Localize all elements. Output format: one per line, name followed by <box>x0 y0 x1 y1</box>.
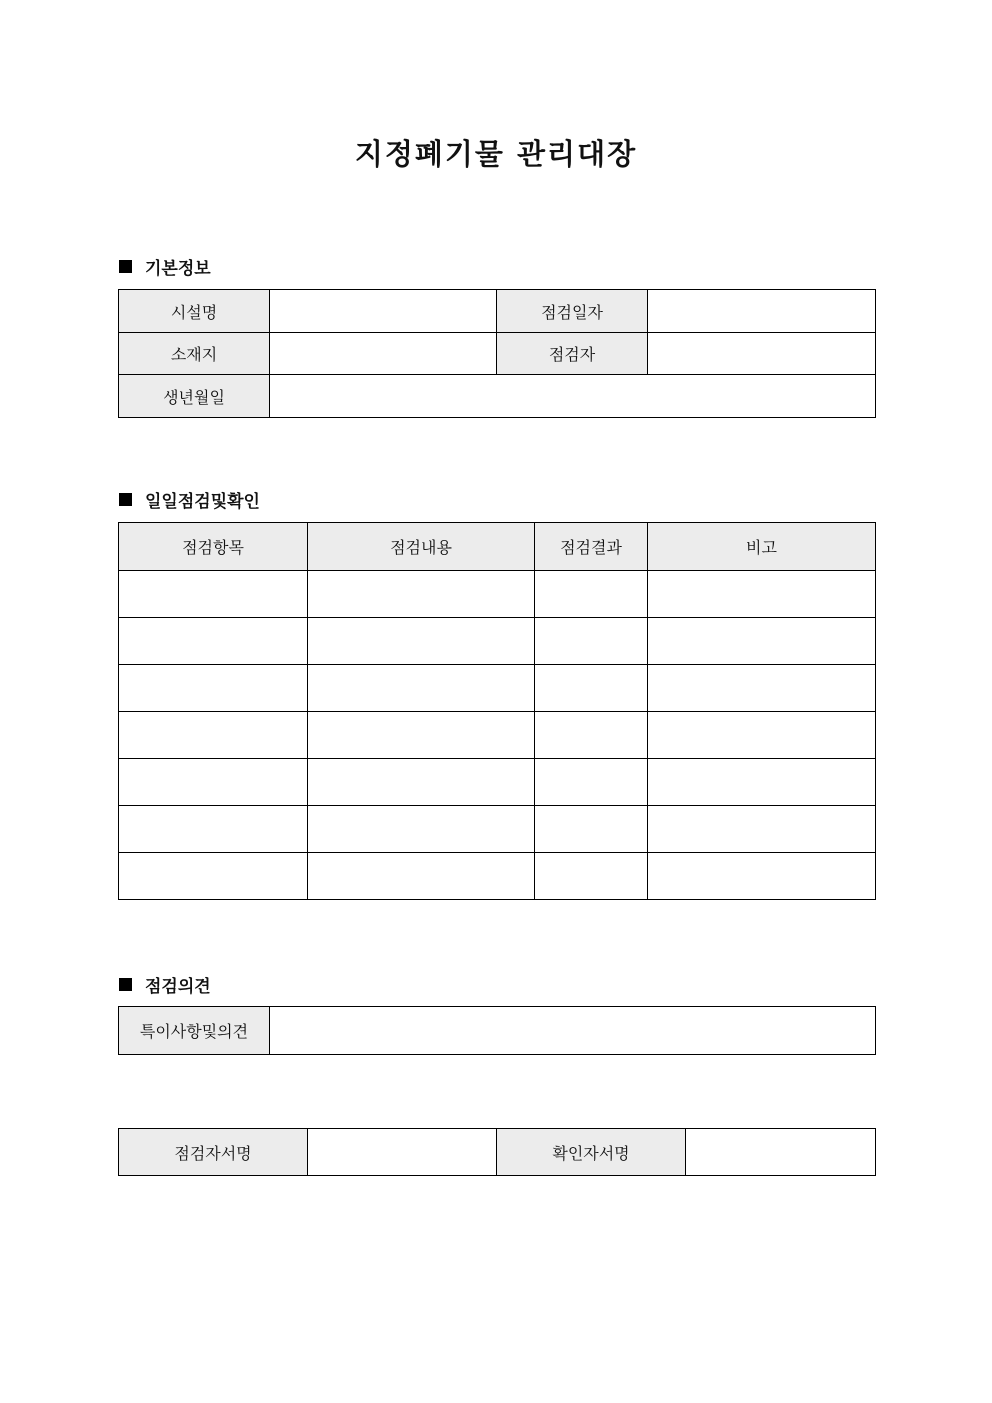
facility-name-label: 시설명 <box>119 290 270 333</box>
location-field[interactable] <box>270 333 497 375</box>
section-heading-label: 일일점검및확인 <box>145 492 260 512</box>
check-item-cell[interactable] <box>119 571 308 618</box>
remarks-opinion-label: 특이사항및의견 <box>119 1007 270 1055</box>
check-result-cell[interactable] <box>535 853 648 900</box>
remarks-opinion-field[interactable] <box>270 1007 876 1055</box>
check-result-cell[interactable] <box>535 571 648 618</box>
check-content-cell[interactable] <box>308 759 535 806</box>
check-item-cell[interactable] <box>119 759 308 806</box>
black-square-icon <box>119 978 132 991</box>
column-header-remarks: 비고 <box>648 523 876 571</box>
table-row <box>119 712 876 759</box>
remarks-cell[interactable] <box>648 759 876 806</box>
daily-check-table <box>118 522 876 900</box>
check-item-cell[interactable] <box>119 618 308 665</box>
confirmer-signature-label: 확인자서명 <box>497 1129 686 1176</box>
section-heading-label: 점검의견 <box>145 977 211 997</box>
location-label: 소재지 <box>119 333 270 375</box>
section-heading-basic-info <box>119 254 211 279</box>
check-result-cell[interactable] <box>535 665 648 712</box>
column-header-check-item: 점검항목 <box>119 523 308 571</box>
basic-info-table <box>118 289 876 418</box>
inspector-field[interactable] <box>648 333 876 375</box>
table-row <box>119 853 876 900</box>
check-result-cell[interactable] <box>535 618 648 665</box>
page-title: 지정폐기물 관리대장 <box>354 137 638 171</box>
check-content-cell[interactable] <box>308 571 535 618</box>
check-content-cell[interactable] <box>308 806 535 853</box>
section-heading-daily-check <box>119 487 260 512</box>
check-result-cell[interactable] <box>535 806 648 853</box>
check-content-cell[interactable] <box>308 853 535 900</box>
inspector-label: 점검자 <box>497 333 648 375</box>
inspector-signature-label: 점검자서명 <box>119 1129 308 1176</box>
inspection-date-label: 점검일자 <box>497 290 648 333</box>
column-header-check-result: 점검결과 <box>535 523 648 571</box>
opinion-table <box>118 1006 876 1055</box>
check-item-cell[interactable] <box>119 665 308 712</box>
table-row <box>119 759 876 806</box>
birth-date-label: 생년월일 <box>119 375 270 418</box>
signature-table <box>118 1128 876 1176</box>
remarks-cell[interactable] <box>648 665 876 712</box>
table-row <box>119 665 876 712</box>
table-row <box>119 618 876 665</box>
check-content-cell[interactable] <box>308 712 535 759</box>
check-result-cell[interactable] <box>535 712 648 759</box>
check-item-cell[interactable] <box>119 712 308 759</box>
inspection-date-field[interactable] <box>648 290 876 333</box>
section-heading-opinion <box>119 972 211 997</box>
remarks-cell[interactable] <box>648 571 876 618</box>
black-square-icon <box>119 260 132 273</box>
table-row <box>119 571 876 618</box>
remarks-cell[interactable] <box>648 853 876 900</box>
remarks-cell[interactable] <box>648 712 876 759</box>
section-heading-label: 기본정보 <box>145 259 211 279</box>
check-content-cell[interactable] <box>308 618 535 665</box>
table-row <box>119 806 876 853</box>
birth-date-field[interactable] <box>270 375 876 418</box>
black-square-icon <box>119 493 132 506</box>
check-result-cell[interactable] <box>535 759 648 806</box>
check-item-cell[interactable] <box>119 806 308 853</box>
check-content-cell[interactable] <box>308 665 535 712</box>
facility-name-field[interactable] <box>270 290 497 333</box>
remarks-cell[interactable] <box>648 806 876 853</box>
check-item-cell[interactable] <box>119 853 308 900</box>
inspector-signature-field[interactable] <box>308 1129 497 1176</box>
confirmer-signature-field[interactable] <box>686 1129 876 1176</box>
remarks-cell[interactable] <box>648 618 876 665</box>
column-header-check-content: 점검내용 <box>308 523 535 571</box>
